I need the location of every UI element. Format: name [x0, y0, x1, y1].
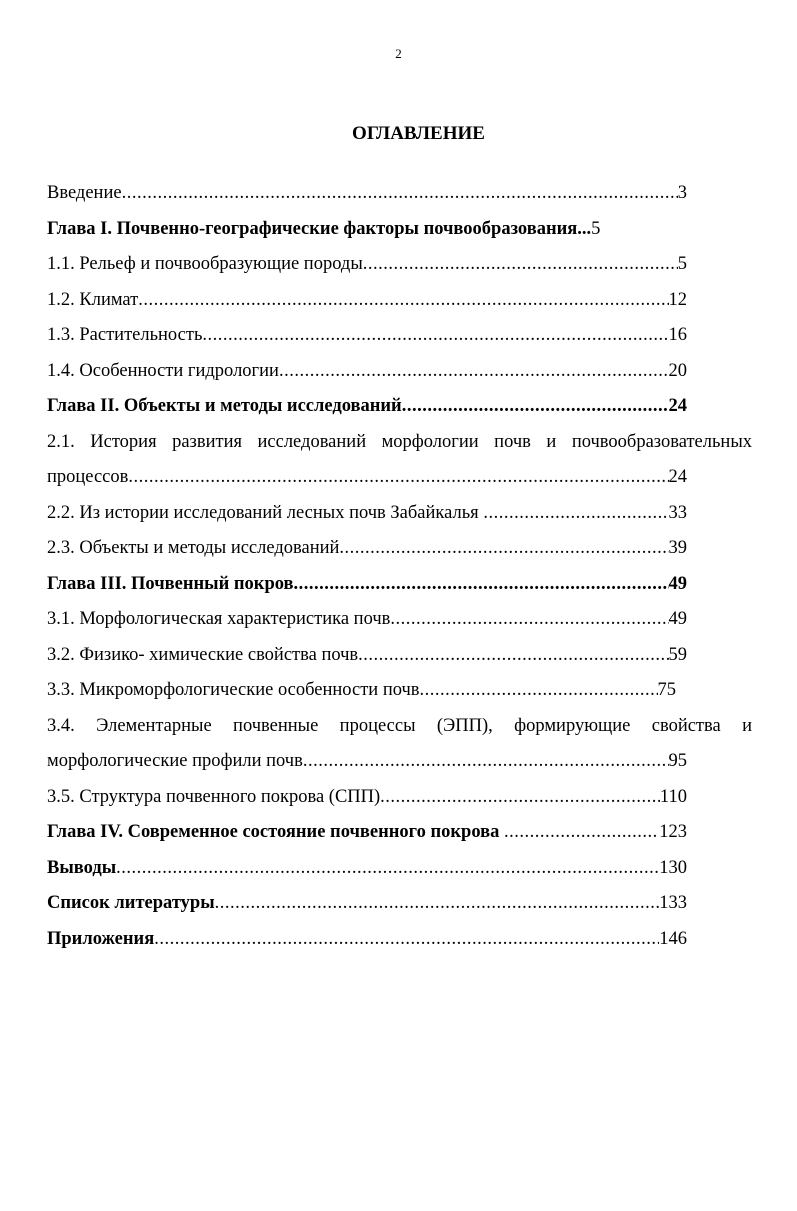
toc-leader-dots	[363, 247, 678, 283]
toc-leader-dots	[116, 851, 659, 887]
toc-entry-label: 1.1. Рельеф и почвообразующие породы	[47, 254, 363, 274]
toc-entry-label: 1.2. Климат	[47, 289, 139, 310]
toc-leader-dots	[122, 176, 678, 212]
toc-entry-label: 1.4. Особенности гидрологии	[47, 360, 279, 381]
toc-entry-introduction[interactable]	[47, 176, 752, 212]
toc-leader-dots	[294, 567, 669, 603]
toc-entry-page: 24	[668, 396, 687, 416]
toc-entry-page: 5	[677, 254, 687, 274]
toc-entry-3-2[interactable]	[47, 638, 752, 674]
toc-entry-label: 3.2. Физико- химические свойства почв	[47, 644, 359, 665]
toc-entry-label: Приложения	[47, 928, 155, 949]
toc-entry-3-3[interactable]	[47, 673, 752, 709]
table-of-contents	[47, 176, 752, 957]
toc-leader-dots	[279, 354, 669, 390]
page-title: ОГЛАВЛЕНИЕ	[352, 123, 485, 144]
toc-entry-page: 20	[668, 360, 687, 381]
toc-entry-3-1[interactable]	[47, 602, 752, 638]
toc-entry-3-4[interactable]	[47, 709, 752, 780]
toc-entry-label: Введение	[47, 183, 122, 203]
toc-leader-dots	[483, 496, 668, 532]
toc-leader-dots	[390, 602, 668, 638]
toc-entry-label: 3.1. Морфологическая характеристика почв	[47, 609, 391, 629]
toc-entry-page: 130	[659, 857, 687, 878]
toc-entry-label: 1.3. Растительность	[47, 325, 203, 345]
toc-entry-page: 146	[659, 928, 687, 949]
toc-entry-label: Список литературы	[47, 893, 215, 913]
toc-entry-page: 110	[659, 786, 687, 807]
toc-entry-page: 49	[668, 573, 687, 594]
toc-entry-1-3[interactable]	[47, 318, 752, 354]
toc-entry-page: 16	[668, 325, 687, 345]
toc-leader-dots	[420, 673, 658, 709]
toc-entry-conclusions[interactable]	[47, 851, 752, 887]
toc-entry-references[interactable]	[47, 886, 752, 922]
toc-leader-dots	[202, 318, 668, 354]
toc-entry-page: 75	[657, 680, 676, 700]
toc-entry-label: 3.5. Структура почвенного покрова (СПП)	[47, 786, 381, 807]
toc-leader-dots	[380, 780, 660, 816]
toc-entry-page: 59	[668, 644, 687, 665]
toc-entry-label: Глава III. Почвенный покров	[47, 573, 294, 594]
toc-entry-1-4[interactable]	[47, 354, 752, 390]
toc-entry-appendices[interactable]	[47, 922, 752, 958]
toc-entry-chapter-1[interactable]	[47, 212, 752, 248]
toc-leader-dots	[128, 460, 668, 496]
toc-entry-label-continued: процессов	[47, 467, 129, 487]
toc-entry-page: 123	[659, 822, 687, 842]
toc-leader-dots	[504, 815, 659, 851]
toc-entry-label: 2.3. Объекты и методы исследований	[47, 538, 340, 558]
toc-entry-page: 12	[668, 289, 687, 310]
toc-leader-dots	[402, 389, 669, 425]
toc-entry-2-1[interactable]	[47, 425, 752, 496]
toc-entry-trail: ...	[577, 218, 592, 239]
toc-entry-page: 39	[668, 538, 687, 558]
toc-leader-dots	[303, 744, 669, 780]
toc-entry-3-5[interactable]	[47, 780, 752, 816]
toc-leader-dots	[358, 638, 668, 674]
toc-entry-label: Выводы	[47, 857, 117, 878]
toc-leader-dots	[138, 283, 668, 319]
toc-entry-label: Глава I. Почвенно-географические факторы почвообразования	[47, 218, 578, 239]
toc-entry-page: 5	[591, 218, 601, 239]
toc-entry-label: 3.4. Элементарные почвенные процессы (ЭПП), формирующие свойства и	[47, 715, 752, 736]
toc-entry-page: 133	[659, 893, 687, 913]
toc-entry-label: Глава IV. Современное состояние почвенного покрова	[47, 822, 504, 842]
toc-entry-label: 2.2. Из истории исследований лесных почв Забайкалья	[47, 502, 484, 523]
page-number: 2	[395, 46, 402, 61]
toc-entry-page: 3	[677, 183, 687, 203]
toc-entry-chapter-4[interactable]	[47, 815, 752, 851]
toc-entry-2-2[interactable]	[47, 496, 752, 532]
toc-entry-page: 33	[668, 502, 687, 523]
toc-entry-2-3[interactable]	[47, 531, 752, 567]
toc-leader-dots	[215, 886, 660, 922]
toc-entry-label-continued: морфологические профили почв	[47, 751, 303, 771]
toc-leader-dots	[154, 922, 659, 958]
toc-entry-chapter-3[interactable]	[47, 567, 752, 603]
toc-entry-page: 95	[668, 751, 687, 771]
toc-entry-page: 24	[668, 467, 687, 487]
toc-entry-label: 2.1. История развития исследований морфологии почв и почвообразовательных	[47, 431, 752, 452]
toc-entry-1-2[interactable]	[47, 283, 752, 319]
toc-leader-dots	[339, 531, 668, 567]
toc-entry-label: 3.3. Микроморфологические особенности почв	[47, 680, 420, 700]
toc-entry-label: Глава II. Объекты и методы исследований	[47, 396, 402, 416]
toc-entry-1-1[interactable]	[47, 247, 752, 283]
toc-entry-page: 49	[668, 609, 687, 629]
toc-entry-chapter-2[interactable]	[47, 389, 752, 425]
